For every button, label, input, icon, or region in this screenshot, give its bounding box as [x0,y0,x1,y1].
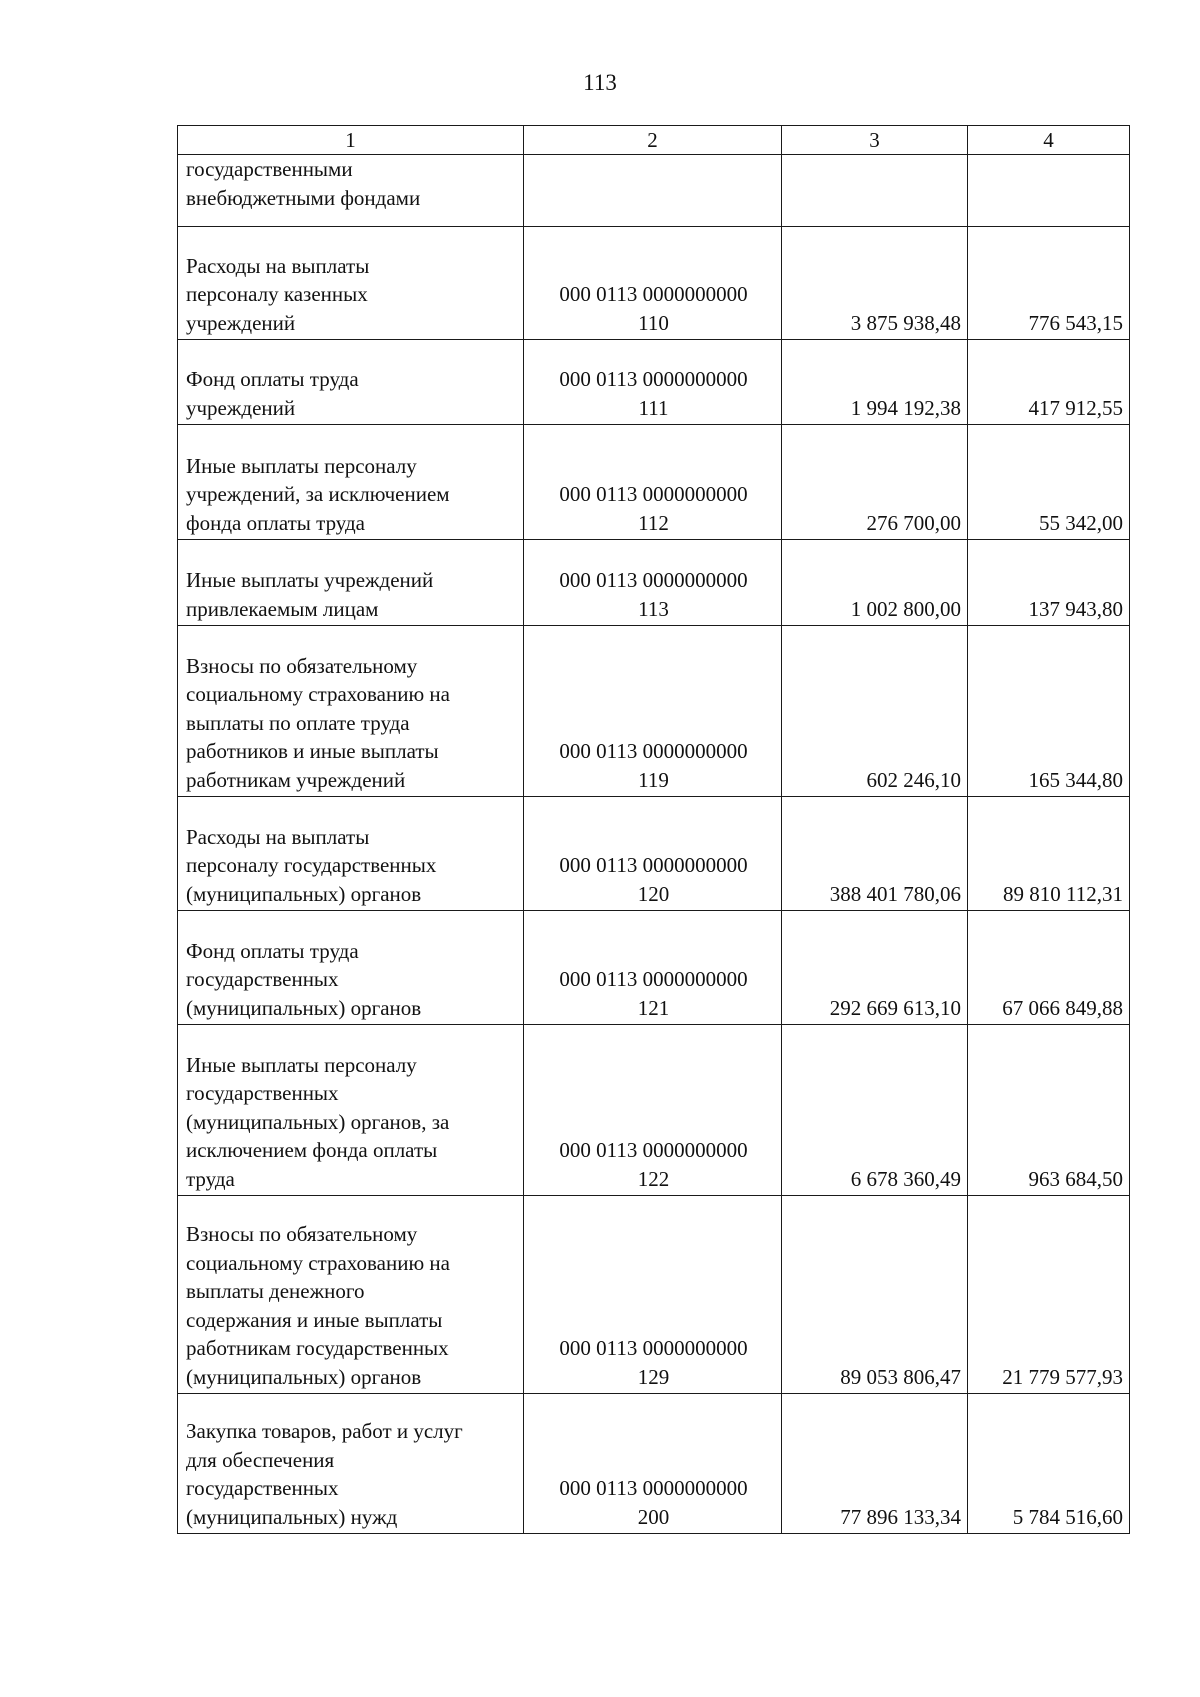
row-value-col3: 77 896 133,34 [782,1394,968,1534]
column-header-3: 3 [782,126,968,155]
row-code: 000 0113 0000000000 200 [524,1394,782,1534]
row-value-col3: 292 669 613,10 [782,911,968,1025]
row-name: Взносы по обязательному социальному страхованию на выплаты по оплате труда работников и иные выплаты работникам учреждений [178,626,524,797]
table-row [178,1025,1130,1196]
column-header-2: 2 [524,126,782,155]
row-value-col4: 417 912,55 [968,340,1130,425]
row-value-col3: 1 994 192,38 [782,340,968,425]
table-row [178,797,1130,911]
table-header-row [178,126,1130,155]
table-row [178,540,1130,626]
row-code [524,155,782,227]
row-name: Фонд оплаты труда учреждений [178,340,524,425]
row-value-col4: 776 543,15 [968,227,1130,340]
table-row [178,227,1130,340]
table-row [178,626,1130,797]
row-code: 000 0113 0000000000 112 [524,425,782,540]
row-value-col4: 55 342,00 [968,425,1130,540]
row-value-col3: 388 401 780,06 [782,797,968,911]
table-row [178,155,1130,227]
column-header-1: 1 [178,126,524,155]
row-name: Иные выплаты персоналу учреждений, за исключением фонда оплаты труда [178,425,524,540]
table-row [178,1196,1130,1394]
page-number: 113 [583,70,617,95]
row-value-col4: 963 684,50 [968,1025,1130,1196]
table-row [178,425,1130,540]
row-code: 000 0113 0000000000 129 [524,1196,782,1394]
row-code: 000 0113 0000000000 111 [524,340,782,425]
row-value-col4 [968,155,1130,227]
row-value-col3: 1 002 800,00 [782,540,968,626]
row-value-col3: 6 678 360,49 [782,1025,968,1196]
row-name: Взносы по обязательному социальному страхованию на выплаты денежного содержания и иные выплаты работникам государственных (муниципальных) органов [178,1196,524,1394]
table-row [178,911,1130,1025]
row-value-col3: 89 053 806,47 [782,1196,968,1394]
row-name: государственными внебюджетными фондами [178,155,524,227]
row-value-col4: 137 943,80 [968,540,1130,626]
row-code: 000 0113 0000000000 120 [524,797,782,911]
row-value-col3: 3 875 938,48 [782,227,968,340]
budget-table [177,125,1130,1534]
row-code: 000 0113 0000000000 121 [524,911,782,1025]
row-code: 000 0113 0000000000 122 [524,1025,782,1196]
row-name: Иные выплаты персоналу государственных (муниципальных) органов, за исключением фонда оплаты труда [178,1025,524,1196]
table-row [178,340,1130,425]
row-value-col3 [782,155,968,227]
row-name: Расходы на выплаты персоналу казенных учреждений [178,227,524,340]
row-value-col4: 67 066 849,88 [968,911,1130,1025]
row-name: Фонд оплаты труда государственных (муниципальных) органов [178,911,524,1025]
row-name: Иные выплаты учреждений привлекаемым лицам [178,540,524,626]
row-code: 000 0113 0000000000 110 [524,227,782,340]
row-name: Закупка товаров, работ и услуг для обеспечения государственных (муниципальных) нужд [178,1394,524,1534]
row-value-col4: 89 810 112,31 [968,797,1130,911]
row-value-col4: 21 779 577,93 [968,1196,1130,1394]
row-value-col4: 165 344,80 [968,626,1130,797]
row-name: Расходы на выплаты персоналу государственных (муниципальных) органов [178,797,524,911]
row-value-col3: 276 700,00 [782,425,968,540]
row-code: 000 0113 0000000000 113 [524,540,782,626]
row-code: 000 0113 0000000000 119 [524,626,782,797]
row-value-col4: 5 784 516,60 [968,1394,1130,1534]
table-row [178,1394,1130,1534]
column-header-4: 4 [968,126,1130,155]
row-value-col3: 602 246,10 [782,626,968,797]
